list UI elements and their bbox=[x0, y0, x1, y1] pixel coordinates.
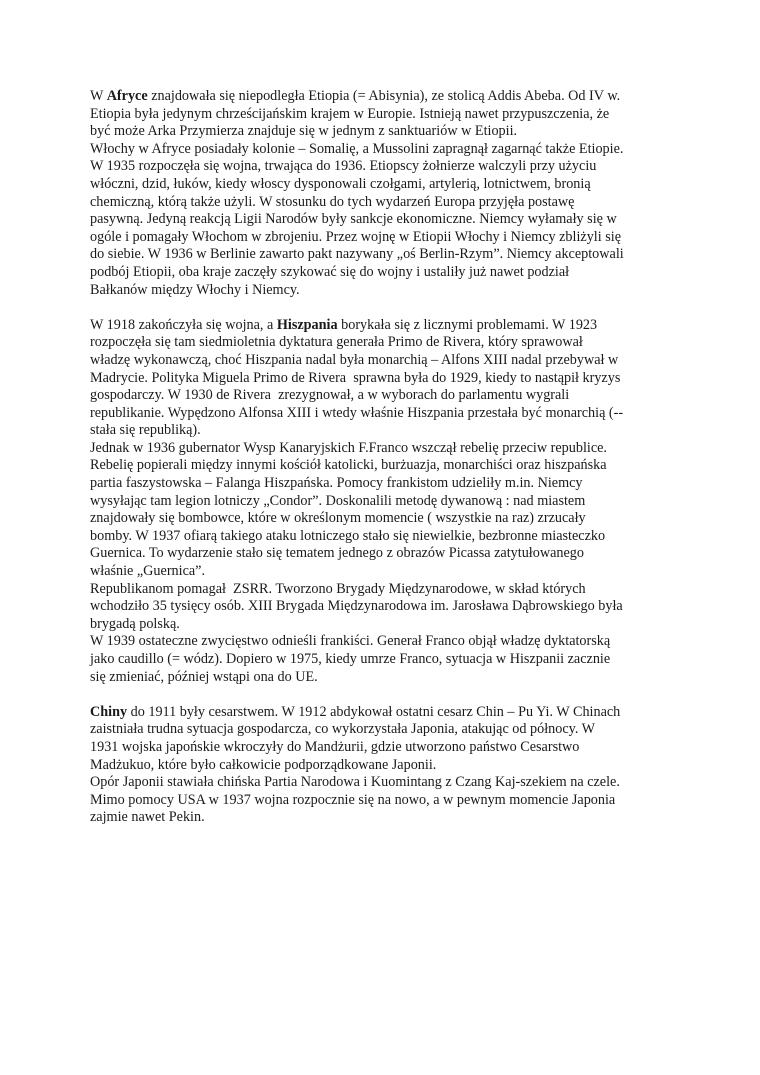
text-line: zaistniała trudna sytuacja gospodarcza, co wykorzystała Japonia, atakując od północy. W bbox=[90, 721, 596, 738]
text-run: do 1911 były cesarstwem. W 1912 abdykował ostatni cesarz Chin – Pu Yi. W Chinach bbox=[127, 703, 621, 720]
text-line bbox=[90, 88, 700, 106]
text-line bbox=[90, 704, 700, 722]
text-line: podbój Etiopii, oba kraje zaczęły szykować się do wojny i ustaliły już nawet podział bbox=[90, 263, 570, 280]
text-line: Opór Japonii stawiała chińska Partia Narodowa i Kuomintang z Czang Kaj-szekiem na czele. bbox=[90, 774, 620, 791]
text-line: właśnie „Guernica”. bbox=[90, 563, 206, 580]
text-line: Madżukuo, które było całkowicie podporządkowane Japonii. bbox=[90, 756, 437, 773]
text-line: być może Arka Przymierza znajduje się w jednym z sanktuariów w Etiopii. bbox=[90, 123, 518, 140]
text-run: W bbox=[90, 88, 107, 104]
text-line: ogóle i pomagały Włochom w zbrojeniu. Przez wojnę w Etiopii Włochy i Niemcy zbliżyli się bbox=[90, 228, 621, 245]
text-line: pasywną. Jedyną reakcją Ligii Narodów były sankcje ekonomiczne. Niemcy wyłamały się w bbox=[90, 211, 617, 228]
text-line: gospodarczy. W 1930 de Rivera zrezygnował, a w wyborach do parlamentu wygrali bbox=[90, 387, 570, 404]
text-line: znajdowały się bombowce, które w określonym momencie ( wszystkie na raz) zrzucały bbox=[90, 510, 586, 527]
text-line: republikanie. Wypędzono Alfonsa XIII i wtedy właśnie Hiszpania przestała być monarchią (-- bbox=[90, 404, 624, 421]
text-line: rozpoczęła się tam siedmioletnia dyktatura generała Primo de Rivera, który sprawował bbox=[90, 334, 583, 351]
paragraph-spacer bbox=[90, 299, 700, 317]
text-line: włóczni, dzid, łuków, kiedy włoscy dysponowali czołgami, artylerią, lotnictwem, bronią bbox=[90, 175, 591, 192]
text-line: zajmie nawet Pekin. bbox=[90, 809, 205, 826]
text-line: się zmieniać, później wstąpi ona do UE. bbox=[90, 668, 318, 685]
text-line: Mimo pomocy USA w 1937 wojna rozpocznie się na nowo, a w pewnym momencie Japonia bbox=[90, 791, 616, 808]
bold-keyword-afryce: Afryce bbox=[106, 88, 148, 104]
text-line: brygadą polską. bbox=[90, 615, 180, 632]
section-hiszpania bbox=[90, 317, 700, 686]
text-line: Guernica. To wydarzenie stało się tematem jednego z obrazów Picassa zatytułowanego bbox=[90, 545, 584, 562]
text-run: znajdowała się niepodległa Etiopia (= Abisynia), ze stolicą Addis Abeba. Od IV w. bbox=[147, 88, 621, 104]
text-line bbox=[90, 317, 700, 335]
paragraph-spacer bbox=[90, 686, 700, 704]
text-line: Etiopia była jedynym chrześcijańskim krajem w Europie. Istnieją nawet przypuszczenia, że bbox=[90, 105, 610, 122]
text-line: wysyłając tam legion lotniczy „Condor”. Doskonalili metodę dywanową : nad miastem bbox=[90, 492, 586, 509]
text-line: bomby. W 1937 ofiarą takiego ataku lotniczego stało się niewielkie, bezbronne miasteczko bbox=[90, 527, 606, 544]
text-line: Madrycie. Polityka Miguela Primo de Rivera sprawna była do 1929, kiedy to nastąpił kryzys bbox=[90, 369, 621, 386]
text-line: W 1939 ostateczne zwycięstwo odnieśli frankiści. Generał Franco objął władzę dyktatorską bbox=[90, 633, 611, 650]
bold-keyword-chiny: Chiny bbox=[90, 703, 128, 720]
text-run: W 1918 zakończyła się wojna, a bbox=[90, 316, 277, 333]
text-line: stała się republiką). bbox=[90, 422, 201, 439]
text-line: Rebelię popierali między innymi kościół katolicki, burżuazja, monarchiści oraz hiszpańska bbox=[90, 457, 607, 474]
text-run: borykała się z licznymi problemami. W 1923 bbox=[337, 316, 598, 333]
text-line: Włochy w Afryce posiadały kolonie – Somalię, a Mussolini zapragnął zagarnąć także Etiopie. bbox=[90, 140, 624, 157]
text-line: 1931 wojska japońskie wkroczyły do Mandżurii, gdzie utworzono państwo Cesarstwo bbox=[90, 738, 580, 755]
document-page bbox=[90, 88, 700, 827]
text-line: jako caudillo (= wódz). Dopiero w 1975, kiedy umrze Franco, sytuacja w Hiszpanii zacznie bbox=[90, 651, 611, 667]
text-line: wchodziło 35 tysięcy osób. XIII Brygada Międzynarodowa im. Jarosława Dąbrowskiego była bbox=[90, 598, 623, 615]
section-afryka bbox=[90, 88, 700, 299]
bold-keyword-hiszpania: Hiszpania bbox=[276, 316, 338, 333]
section-chiny bbox=[90, 704, 700, 827]
text-line: W 1935 rozpoczęła się wojna, trwająca do 1936. Etiopscy żołnierze walczyli przy użyciu bbox=[90, 158, 597, 175]
text-line: partia faszystowska – Falanga Hiszpańska. Pomocy frankistom udzieliły m.in. Niemcy bbox=[90, 475, 583, 492]
text-line: Bałkanów między Włochy i Niemcy. bbox=[90, 281, 300, 298]
text-line: do siebie. W 1936 w Berlinie zawarto pakt nazywany „oś Berlin-Rzym”. Niemcy akceptowali bbox=[90, 246, 624, 263]
text-line: chemiczną, którą także użyli. W stosunku do tych wydarzeń Europa przyjęła postawę bbox=[90, 193, 575, 210]
text-line: Jednak w 1936 gubernator Wysp Kanaryjskich F.Franco wszczął rebelię przeciw republice. bbox=[90, 439, 607, 456]
text-line: władzę wykonawczą, choć Hiszpania nadal była monarchią – Alfons XIII nadal przebywał w bbox=[90, 351, 619, 368]
text-line: Republikanom pomagał ZSRR. Tworzono Brygady Międzynarodowe, w skład których bbox=[90, 580, 586, 597]
